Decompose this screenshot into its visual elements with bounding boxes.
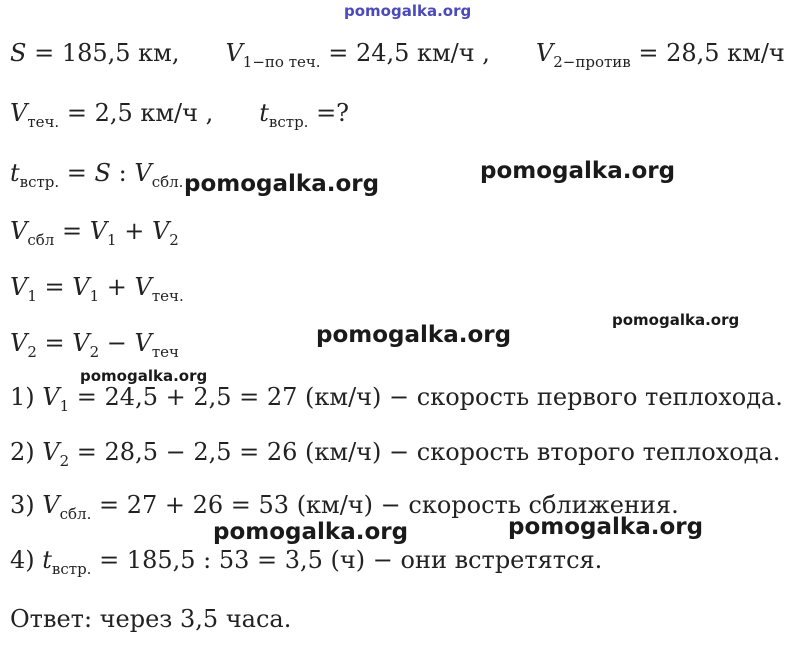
step-4 [10, 545, 603, 578]
var-s: S [10, 39, 27, 67]
v-subscript: 1 [59, 397, 70, 415]
v-subscript: 2 [59, 452, 70, 470]
var-b: V [72, 273, 90, 301]
step-text: = 28,5 − 2,5 = 26 (км/ч) − скорость второго теплохода. [69, 438, 781, 466]
b-subscript: 2 [169, 231, 179, 249]
step-number: 2) [10, 438, 43, 466]
equals: = [36, 273, 73, 301]
t-subscript: встр. [19, 173, 60, 191]
v2-value: = 28,5 км/ч [630, 39, 785, 67]
answer-line: Ответ: через 3,5 часа. [10, 605, 292, 633]
v-subscript: сбл. [59, 505, 92, 523]
var-v2: V [535, 39, 554, 67]
var-b: V [72, 329, 90, 357]
plus: + [99, 273, 135, 301]
var-a: V [89, 217, 108, 245]
var-t: t [42, 546, 52, 574]
given-line-1 [10, 38, 785, 71]
plus: + [116, 217, 152, 245]
equals: = [36, 329, 73, 357]
watermark: pomogalka.org [480, 158, 676, 184]
a-subscript: 1 [27, 287, 37, 305]
watermark: pomogalka.org [80, 367, 208, 385]
v1-subscript: 1−по теч. [242, 53, 321, 71]
equals: = [59, 159, 95, 187]
watermark: pomogalka.org [213, 519, 409, 545]
step-text: = 185,5 : 53 = 3,5 (ч) − они встретятся. [91, 546, 603, 574]
v-subscript: сбл [27, 231, 55, 249]
formula-line-6 [10, 328, 179, 361]
var-a: V [10, 273, 28, 301]
var-t: t [10, 159, 20, 187]
s-value: = 185,5 км, [26, 39, 180, 67]
v1-value: = 24,5 км/ч , [320, 39, 490, 67]
var-s: S [94, 159, 111, 187]
watermark: pomogalka.org [184, 171, 380, 197]
a-subscript: 1 [107, 231, 117, 249]
t-subscript: встр. [268, 113, 309, 131]
var-v: V [10, 217, 28, 245]
var-v: V [42, 383, 60, 411]
t-value: =? [308, 99, 350, 127]
var-v: V [42, 438, 60, 466]
var-c: V [134, 329, 152, 357]
b-subscript: 1 [89, 287, 100, 305]
formula-line-4 [10, 216, 179, 249]
step-number: 3) [10, 491, 43, 519]
divide: : [111, 159, 135, 187]
vtech-subscript: теч. [27, 113, 60, 131]
var-vtech: V [10, 99, 28, 127]
v2-subscript: 2−против [553, 53, 631, 71]
watermark-top: pomogalka.org [344, 2, 472, 20]
var-b: V [151, 217, 170, 245]
step-1 [10, 382, 783, 415]
t-subscript: встр. [51, 560, 92, 578]
step-number: 4) [10, 546, 43, 574]
watermark: pomogalka.org [612, 311, 740, 329]
v-subscript: сбл. [151, 173, 184, 191]
equals: = [54, 217, 90, 245]
minus: − [99, 329, 135, 357]
var-a: V [10, 329, 28, 357]
b-subscript: 2 [89, 343, 100, 361]
formula-line-3 [10, 158, 184, 191]
formula-line-5 [10, 272, 184, 305]
step-number: 1) [10, 383, 43, 411]
c-subscript: теч [151, 343, 179, 361]
var-c: V [134, 273, 152, 301]
step-text: = 24,5 + 2,5 = 27 (км/ч) − скорость первого теплохода. [69, 383, 783, 411]
var-v: V [42, 491, 60, 519]
given-line-2 [10, 98, 350, 131]
watermark: pomogalka.org [316, 322, 512, 348]
var-v1: V [225, 39, 243, 67]
step-text: = 27 + 26 = 53 (км/ч) − скорость сближения. [91, 491, 679, 519]
step-2 [10, 437, 781, 470]
var-v: V [134, 159, 152, 187]
a-subscript: 2 [27, 343, 37, 361]
vtech-value: = 2,5 км/ч , [59, 99, 214, 127]
c-subscript: теч. [151, 287, 184, 305]
watermark: pomogalka.org [508, 514, 704, 540]
var-t: t [259, 99, 269, 127]
